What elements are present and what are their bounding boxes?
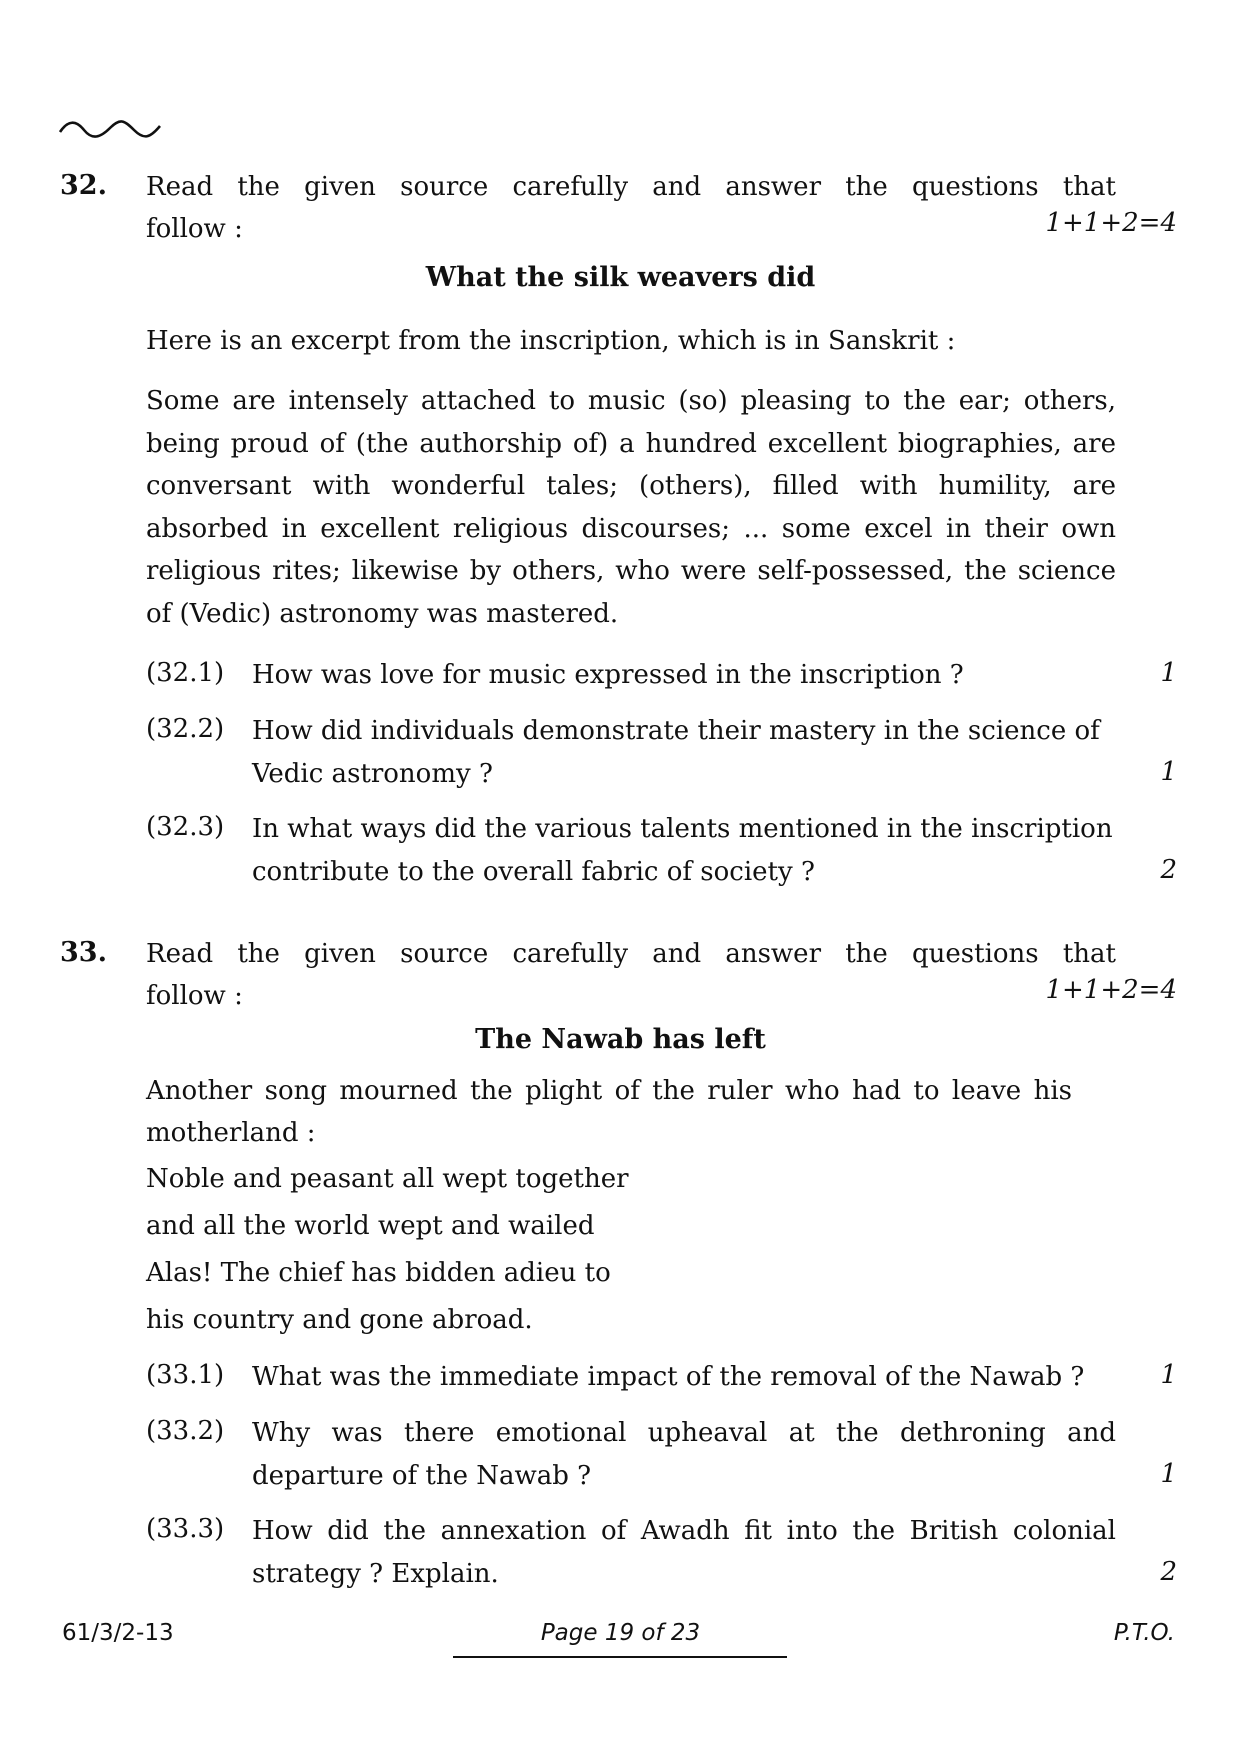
q32-1-label: (32.1) [146,658,225,688]
q33-2-mark: 1 [1160,1459,1177,1489]
q33-lead-line1: Another song mourned the plight of the ruler who had to leave his [146,1076,1072,1106]
q32-3-text-line1: In what ways did the various talents mentioned in the inscription [252,814,1113,844]
q33-3-text-line1: How did the annexation of Awadh fit into the British colonial [252,1516,1116,1546]
q33-2-text-line1: Why was there emotional upheaval at the dethroning and [252,1418,1116,1448]
q33-3-label: (33.3) [146,1514,225,1544]
q33-source-title: The Nawab has left [475,1024,766,1055]
q32-2-text-line1: How did individuals demonstrate their mastery in the science of [252,716,1100,746]
q32-2-label: (32.2) [146,714,225,744]
paper-code: 61/3/2-13 [62,1620,174,1646]
q32-1-mark: 1 [1160,658,1177,688]
q32-intro-line2: follow : [146,214,243,244]
q32-marks: 1+1+2=4 [1045,208,1177,238]
q33-poem-line: Noble and peasant all wept together [146,1164,629,1194]
q33-poem-line: and all the world wept and wailed [146,1211,595,1241]
q32-source-title: What the silk weavers did [425,262,816,293]
question-number-32: 32. [60,170,107,201]
q33-2-label: (33.2) [146,1416,225,1446]
q33-1-label: (33.1) [146,1360,225,1390]
wave-ornament-icon [58,118,162,140]
q33-intro-line1: Read the given source carefully and answer the questions that [146,939,1116,969]
q32-3-mark: 2 [1160,855,1177,885]
q33-3-text-line2: strategy ? Explain. [252,1559,499,1589]
page-number-underline [453,1656,787,1658]
q33-poem-line: his country and gone abroad. [146,1305,533,1335]
q32-2-text-line2: Vedic astronomy ? [252,759,493,789]
q33-3-mark: 2 [1160,1557,1177,1587]
q33-2-text-line2: departure of the Nawab ? [252,1461,592,1491]
q33-1-text: What was the immediate impact of the removal of the Nawab ? [252,1362,1085,1392]
q33-intro-line2: follow : [146,981,243,1011]
q32-source-lead: Here is an excerpt from the inscription, which is in Sanskrit : [146,326,956,356]
q32-1-text: How was love for music expressed in the inscription ? [252,660,964,690]
page-number: Page 19 of 23 [540,1620,701,1646]
q32-intro-line1: Read the given source carefully and answer the questions that [146,172,1116,202]
q32-2-mark: 1 [1160,757,1177,787]
q32-3-text-line2: contribute to the overall fabric of society ? [252,857,815,887]
q33-poem-line: Alas! The chief has bidden adieu to [146,1258,611,1288]
q32-source-excerpt: Some are intensely attached to music (so) pleasing to the ear; others, being proud of (the authorship of) a hundred excellent biographies, are conversant with wonderful tales; (others), filled with humility, are absorbed in excellent religious discourses; ... some excel in their own religious rites; likewise by others, who were self-possessed, the science of (Vedic) astronomy was mastered. [146,386,1116,629]
question-number-33: 33. [60,937,107,968]
pto-label: P.T.O. [1113,1620,1175,1646]
q33-marks: 1+1+2=4 [1045,975,1177,1005]
q32-3-label: (32.3) [146,812,225,842]
q33-1-mark: 1 [1160,1360,1177,1390]
q33-lead-line2: motherland : [146,1118,316,1148]
